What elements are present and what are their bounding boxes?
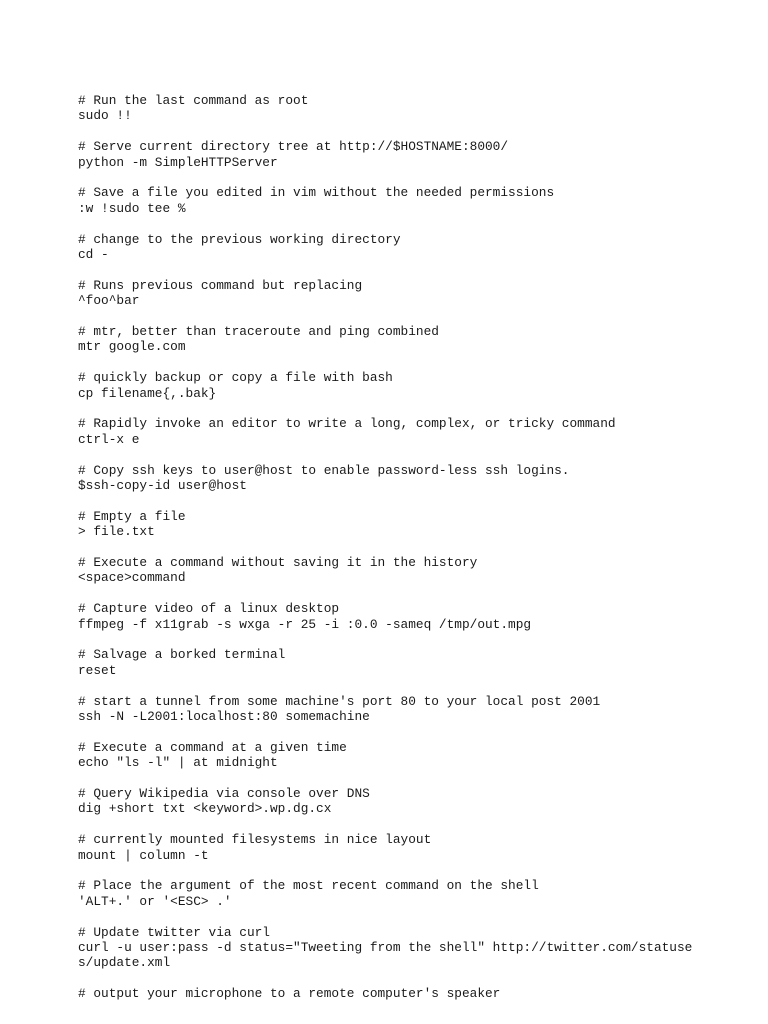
command-entry [78, 370, 758, 401]
command-line: reset [78, 662, 117, 678]
comment-line: # Serve current directory tree at http://$HOSTNAME:8000/ [78, 139, 509, 155]
command-line: cd - [78, 247, 109, 263]
command-entry [78, 509, 758, 540]
comment-line: # Run the last command as root [78, 93, 309, 108]
comment-line: # Place the argument of the most recent command on the shell [78, 878, 539, 894]
comment-line: # change to the previous working directory [78, 231, 401, 247]
command-line: mount | column -t [78, 847, 209, 863]
command-entry [78, 416, 758, 447]
comment-line: # Copy ssh keys to user@host to enable password-less ssh logins. [78, 462, 570, 478]
command-entry [78, 232, 758, 263]
command-entry [78, 925, 758, 971]
command-entry [78, 986, 758, 1001]
comment-line: # Update twitter via curl [78, 924, 270, 940]
command-entry [78, 93, 758, 124]
command-line: dig +short txt <keyword>.wp.dg.cx [78, 801, 332, 817]
command-line: echo "ls -l" | at midnight [78, 755, 278, 771]
document-body [78, 93, 758, 1017]
comment-line: # Query Wikipedia via console over DNS [78, 786, 370, 802]
comment-line: # Capture video of a linux desktop [78, 601, 340, 617]
comment-line: # Save a file you edited in vim without the needed permissions [78, 185, 555, 201]
command-entry [78, 601, 758, 632]
command-line: :w !sudo tee % [78, 200, 186, 216]
command-line: curl -u user:pass -d status="Tweeting from the shell" http://twitter.com/statuse [78, 940, 693, 956]
command-entry [78, 185, 758, 216]
command-line: <space>command [78, 570, 186, 586]
command-line: sudo !! [78, 108, 132, 124]
comment-line: # Rapidly invoke an editor to write a long, complex, or tricky command [78, 416, 616, 432]
command-line: s/update.xml [78, 955, 171, 971]
command-line: 'ALT+.' or '<ESC> .' [78, 893, 232, 909]
comment-line: # Execute a command without saving it in the history [78, 555, 478, 571]
command-line: mtr google.com [78, 339, 186, 355]
command-entry [78, 139, 758, 170]
command-entry [78, 647, 758, 678]
command-line: ^foo^bar [78, 293, 140, 309]
command-entry [78, 463, 758, 494]
command-entry [78, 832, 758, 863]
comment-line: # currently mounted filesystems in nice layout [78, 832, 432, 848]
command-entry [78, 786, 758, 817]
command-entry [78, 740, 758, 771]
command-entry [78, 694, 758, 725]
command-line: cp filename{,.bak} [78, 385, 217, 401]
comment-line: # quickly backup or copy a file with bash [78, 370, 393, 386]
comment-line: # Execute a command at a given time [78, 739, 347, 755]
comment-line: # Runs previous command but replacing [78, 277, 363, 293]
command-line: ffmpeg -f x11grab -s wxga -r 25 -i :0.0 -sameq /tmp/out.mpg [78, 616, 532, 632]
command-line: > file.txt [78, 524, 155, 540]
comment-line: # start a tunnel from some machine's port 80 to your local post 2001 [78, 693, 601, 709]
comment-line: # mtr, better than traceroute and ping combined [78, 324, 439, 340]
command-line: ssh -N -L2001:localhost:80 somemachine [78, 709, 370, 725]
command-entry [78, 878, 758, 909]
command-line: ctrl-x e [78, 431, 140, 447]
command-line: $ssh-copy-id user@host [78, 478, 247, 494]
comment-line: # output your microphone to a remote computer's speaker [78, 986, 501, 1002]
comment-line: # Empty a file [78, 508, 186, 524]
command-entry [78, 555, 758, 586]
comment-line: # Salvage a borked terminal [78, 647, 286, 663]
command-entry [78, 278, 758, 309]
command-entry [78, 324, 758, 355]
command-line: python -m SimpleHTTPServer [78, 154, 278, 170]
